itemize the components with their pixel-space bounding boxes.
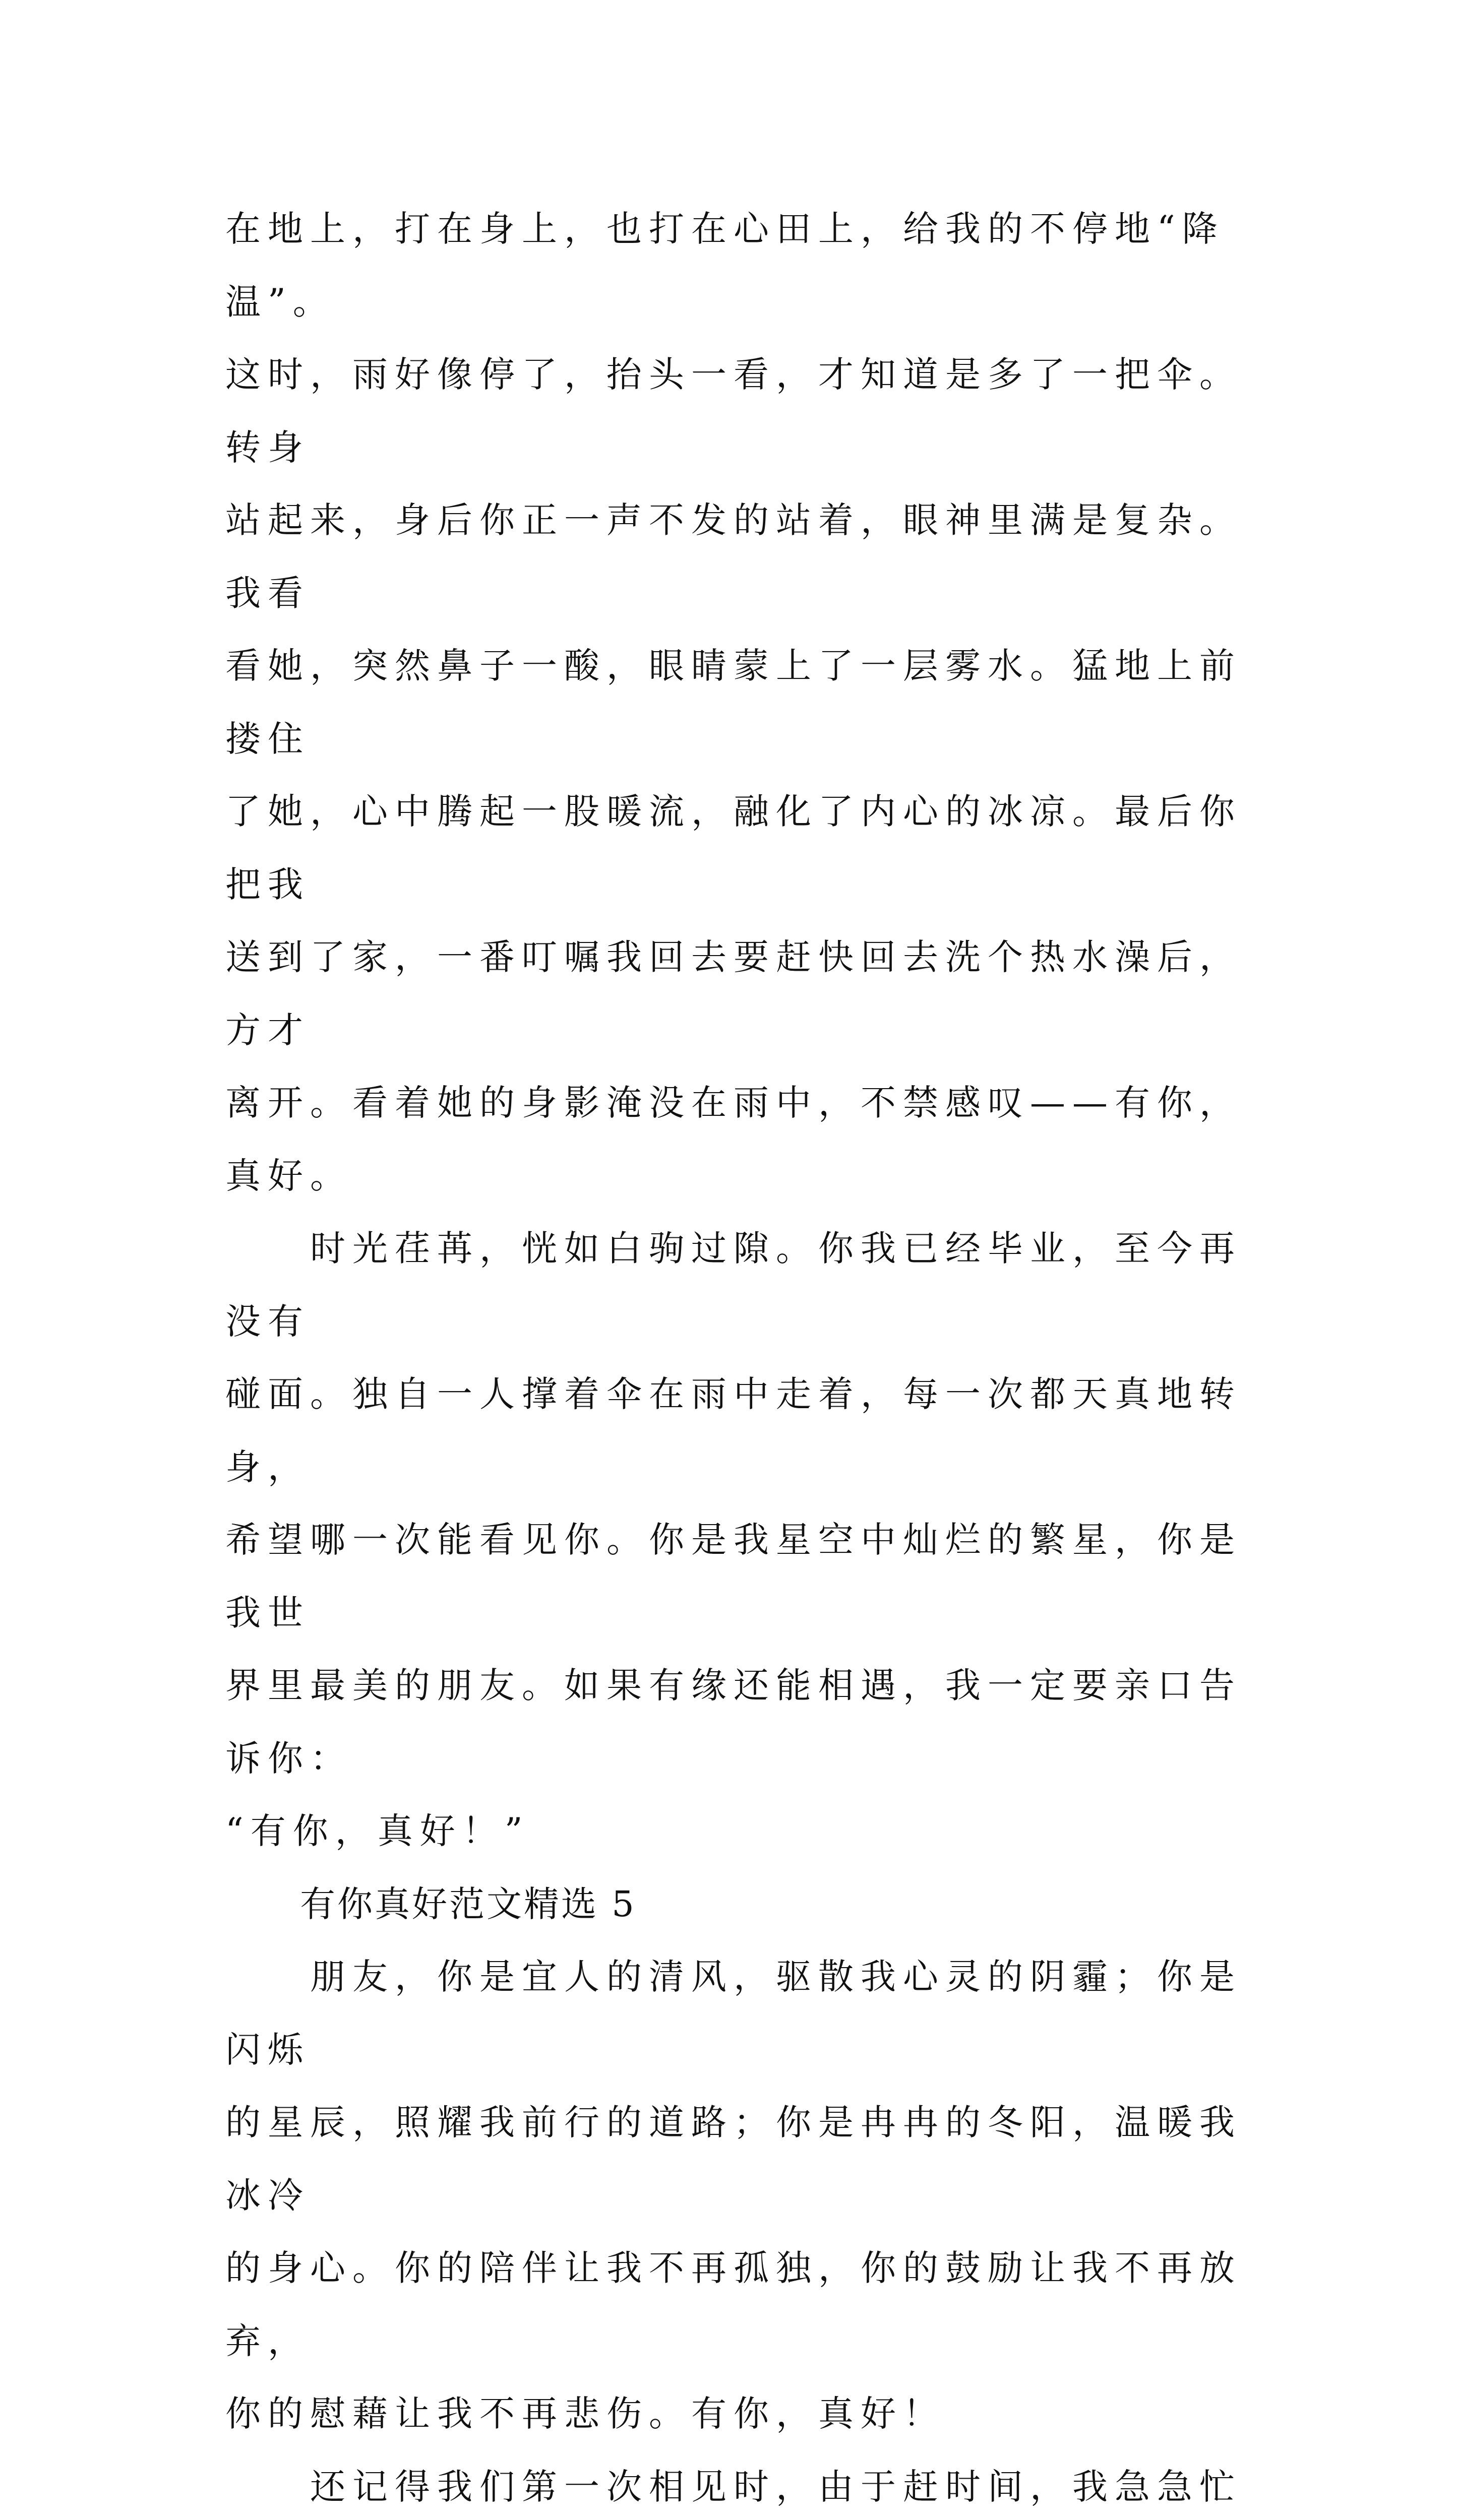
paragraph-1 — [225, 193, 1254, 1212]
paragraph-2 — [225, 1212, 1254, 1868]
paragraph-3 — [225, 1940, 1254, 2450]
paragraph-2-line-1: 时光荏苒，恍如白驹过隙。你我已经毕业，至今再没有 — [225, 1228, 1242, 1342]
paragraph-2-line-3: 希望哪一次能看见你。你是我星空中灿烂的繁星，你是我世 — [225, 1519, 1242, 1633]
document-body — [225, 193, 1254, 2520]
paragraph-2-line-4: 界里最美的朋友。如果有缘还能相遇，我一定要亲口告诉你： — [225, 1665, 1242, 1779]
paragraph-1-line-3: 站起来，身后你正一声不发的站着，眼神里满是复杂。我看 — [225, 499, 1242, 614]
section-heading: 有你真好范文精选 5 — [225, 1868, 1254, 1941]
paragraph-3-line-1: 朋友，你是宜人的清风，驱散我心灵的阴霾；你是闪烁 — [225, 1956, 1242, 2070]
paragraph-1-line-7: 离开。看着她的身影淹没在雨中，不禁感叹——有你，真好。 — [225, 1082, 1242, 1196]
paragraph-3-line-4: 你的慰藉让我不再悲伤。有你，真好！ — [225, 2393, 945, 2434]
paragraph-4-line-1: 还记得我们第一次相见时，由于赶时间，我急急忙 — [225, 2466, 1242, 2520]
paragraph-1-line-2: 这时，雨好像停了，抬头一看，才知道是多了一把伞。转身 — [225, 354, 1242, 468]
paragraph-1-line-4: 看她，突然鼻子一酸，眼睛蒙上了一层雾水。猛地上前搂住 — [225, 645, 1242, 760]
paragraph-1-line-1: 在地上，打在身上，也打在心田上，给我的不停地“降温”。 — [225, 208, 1225, 323]
paragraph-2-line-5: “有你，真好！” — [225, 1810, 530, 1852]
paragraph-3-line-3: 的身心。你的陪伴让我不再孤独，你的鼓励让我不再放弃， — [225, 2247, 1242, 2362]
paragraph-4 — [225, 2450, 1254, 2520]
paragraph-1-line-5: 了她，心中腾起一股暖流，融化了内心的冰凉。最后你把我 — [225, 791, 1242, 905]
paragraph-2-line-2: 碰面。独自一人撑着伞在雨中走着，每一次都天真地转身， — [225, 1373, 1242, 1488]
paragraph-3-line-2: 的星辰，照耀我前行的道路；你是冉冉的冬阳，温暖我冰冷 — [225, 2102, 1242, 2216]
paragraph-1-line-6: 送到了家，一番叮嘱我回去要赶快回去洗个热水澡后，方才 — [225, 936, 1242, 1051]
